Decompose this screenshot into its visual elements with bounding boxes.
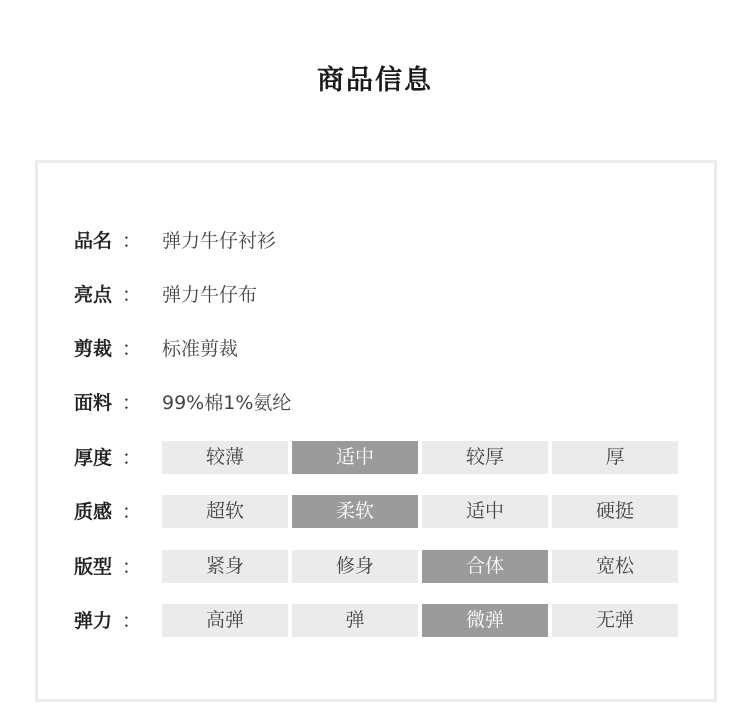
- info-value: 弹力牛仔衬衫: [162, 230, 277, 252]
- option-chip: 弹: [292, 604, 418, 637]
- info-value: 99%棉1%氨纶: [162, 392, 292, 414]
- option-chip: 高弹: [162, 604, 288, 637]
- option-chip-selected: 柔软: [292, 495, 418, 528]
- option-chip: 较厚: [422, 441, 548, 474]
- page-title: 商品信息: [317, 65, 433, 96]
- info-label: 面料 ：: [74, 392, 142, 414]
- product-info-panel: [35, 160, 717, 702]
- option-chip: 修身: [292, 550, 418, 583]
- info-row-fabric: [38, 385, 714, 421]
- info-value: 标准剪裁: [162, 338, 239, 360]
- option-row-fit: [38, 549, 714, 585]
- option-chip-selected: 合体: [422, 550, 548, 583]
- option-chip-selected: 微弹: [422, 604, 548, 637]
- option-label: 质感 ：: [74, 501, 142, 523]
- option-chip: 适中: [422, 495, 548, 528]
- option-chip: 硬挺: [552, 495, 678, 528]
- option-label: 厚度 ：: [74, 447, 142, 469]
- option-label: 弹力 ：: [74, 610, 142, 632]
- option-row-stretch: [38, 603, 714, 639]
- info-row-highlight: [38, 277, 714, 313]
- info-label: 亮点 ：: [74, 284, 142, 306]
- info-value: 弹力牛仔布: [162, 284, 258, 306]
- option-chip: 紧身: [162, 550, 288, 583]
- info-row-cut: [38, 331, 714, 367]
- option-chip: 超软: [162, 495, 288, 528]
- option-chip: 厚: [552, 441, 678, 474]
- option-row-texture: [38, 494, 714, 530]
- info-label: 品名 ：: [74, 230, 142, 252]
- option-label: 版型 ：: [74, 556, 142, 578]
- option-chip: 宽松: [552, 550, 678, 583]
- option-chip: 较薄: [162, 441, 288, 474]
- option-chip-selected: 适中: [292, 441, 418, 474]
- info-label: 剪裁 ：: [74, 338, 142, 360]
- info-row-name: [38, 223, 714, 259]
- option-chip: 无弹: [552, 604, 678, 637]
- option-row-thickness: [38, 440, 714, 476]
